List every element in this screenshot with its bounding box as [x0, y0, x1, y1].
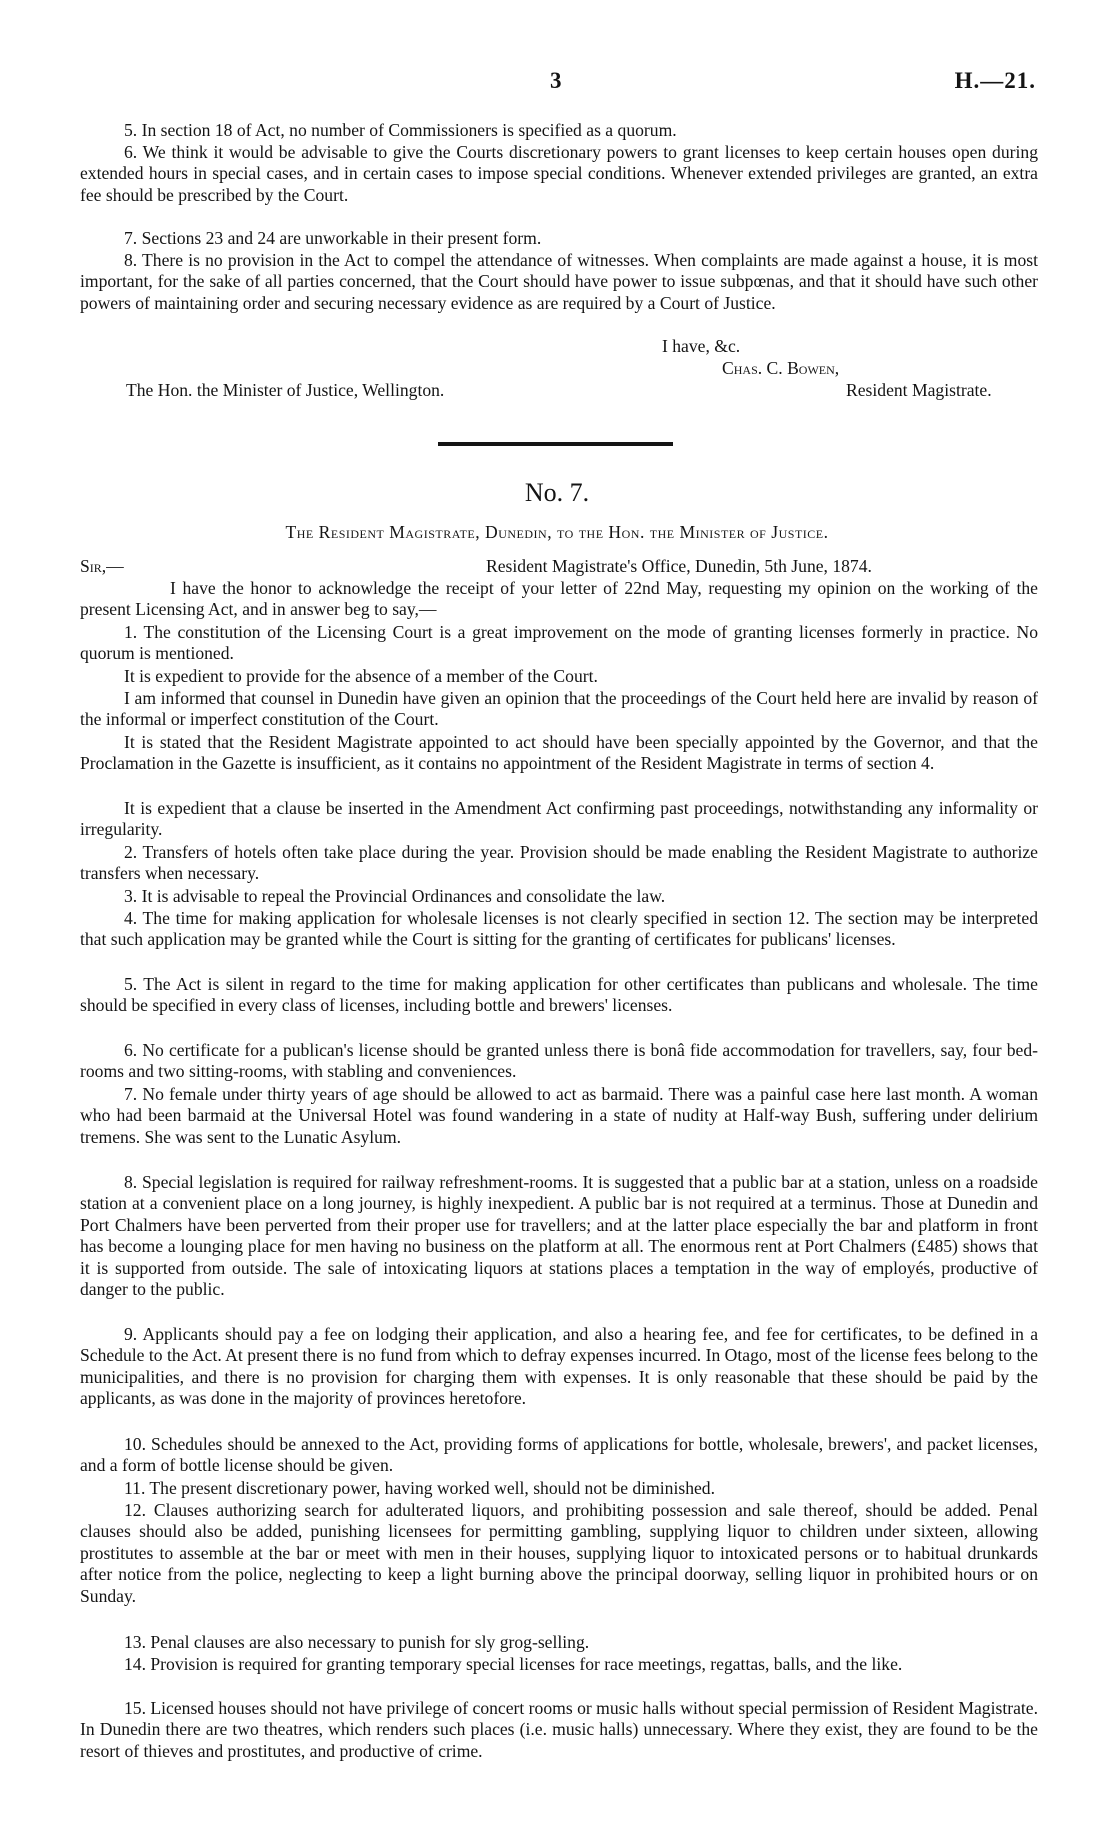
point-15: 15. Licensed houses should not have privilege of concert rooms or music halls without special permission of Resident Magistrate. In Dunedin there are two theatres, which renders such places (i.e. music halls) unnecessary. Where they exist, they are found to be the resort of thieves and prostitutes, and productive of crime.	[80, 1698, 1038, 1761]
point-1-a: It is expedient to provide for the absence of a member of the Court.	[124, 666, 598, 686]
point-2: 2. Transfers of hotels often take place during the year. Provision should be made enabling the Resident Magistrate to authorize transfers when necessary.	[80, 842, 1038, 884]
page-number: 3	[550, 68, 562, 93]
point-3: 3. It is advisable to repeal the Provincial Ordinances and consolidate the law.	[124, 886, 666, 906]
point-14: 14. Provision is required for granting temporary special licenses for race meetings, regattas, balls, and the like.	[124, 1654, 903, 1674]
sender-address: Resident Magistrate's Office, Dunedin, 5th June, 1874.	[486, 556, 872, 576]
letter-heading: The Resident Magistrate, Dunedin, to the Hon. the Minister of Justice.	[285, 522, 829, 542]
point-13: 13. Penal clauses are also necessary to punish for sly grog-selling.	[124, 1632, 590, 1652]
closing-i-have: I have, &c.	[662, 336, 741, 356]
paragraph-8: 8. There is no provision in the Act to compel the attendance of witnesses. When complaints are made against a house, it is most important, for the sake of all parties concerned, that the Court should have power to issue subpœnas, and that it should have such other powers of maintaining order and securing necessary evidence as are required by a Court of Justice.	[80, 250, 1038, 313]
point-10: 10. Schedules should be annexed to the Act, providing forms of applications for bottle, wholesale, brewers', and packet licenses, and a form of bottle license should be given.	[80, 1434, 1038, 1476]
point-1-b: I am informed that counsel in Dunedin have given an opinion that the proceedings of the Court held here are invalid by reason of the informal or imperfect constitution of the Court.	[80, 688, 1038, 730]
point-12: 12. Clauses authorizing search for adulterated liquors, and prohibiting possession and sale thereof, should be added. Penal clauses should also be added, punishing licensees for permitting gambling, supplying liquor to children under sixteen, allowing prostitutes to assemble at the bar or meet with men in their houses, supplying liquor to intoxicated persons or to habitual drunkards after notice from the police, neglecting to keep a light burning above the principal doorway, selling liquor in prohibited hours or on Sunday.	[80, 1500, 1038, 1606]
point-6: 6. No certificate for a publican's license should be granted unless there is bonâ fide accommodation for travellers, say, four bed-rooms and two sitting-rooms, with stabling and conveniences.	[80, 1040, 1038, 1082]
point-1-c: It is stated that the Resident Magistrate appointed to act should have been specially appointed by the Governor, and that the Proclamation in the Gazette is insufficient, as it contains no appointment of the Resident Magistrate in terms of section 4.	[80, 732, 1038, 774]
addressee: The Hon. the Minister of Justice, Wellington.	[126, 380, 445, 400]
point-8: 8. Special legislation is required for railway refreshment-rooms. It is suggested that a public bar at a station, unless on a roadside station at a convenient place on a long journey, is highly inexpedient. A public bar is not required at a terminus. Those at Dunedin and Port Chalmers have been perverted from their proper use for travellers; and at the latter place especially the bar and platform in front has become a lounging place for men having no business on the platform at all. The enormous rent at Port Chalmers (£485) shows that it is supported from outside. The sale of intoxicating liquors at stations places a temptation in the way of employés, productive of danger to the public.	[80, 1172, 1038, 1300]
opening-paragraph: I have the honor to acknowledge the receipt of your letter of 22nd May, requesting my opinion on the working of the present Licensing Act, and in answer beg to say,—	[80, 578, 1038, 620]
point-9: 9. Applicants should pay a fee on lodging their application, and also a hearing fee, and fee for certificates, to be defined in a Schedule to the Act. At present there is no fund from which to defray expenses incurred. In Otago, most of the license fees belong to the municipalities, and there is no provision for charging them with expenses. It is only reasonable that these should be paid by the applicants, as was done in the majority of provinces heretofore.	[80, 1324, 1038, 1409]
point-5: 5. The Act is silent in regard to the time for making application for other certificates than publicans and wholesale. The time should be specified in every class of licenses, including bottle and brewers' licenses.	[80, 974, 1038, 1016]
signatory-name: Chas. C. Bowen,	[722, 358, 840, 378]
page-header	[0, 68, 1114, 98]
section-divider	[438, 442, 673, 446]
salutation: Sir,—	[80, 556, 124, 576]
paragraph-5: 5. In section 18 of Act, no number of Commissioners is specified as a quorum.	[124, 120, 677, 140]
point-11: 11. The present discretionary power, having worked well, should not be diminished.	[124, 1478, 716, 1498]
signatory-title: Resident Magistrate.	[846, 380, 992, 400]
point-1-d: It is expedient that a clause be inserted in the Amendment Act confirming past proceedings, notwithstanding any informality or irregularity.	[80, 798, 1038, 840]
series-reference: H.—21.	[954, 68, 1036, 93]
paragraph-6: 6. We think it would be advisable to give the Courts discretionary powers to grant licenses to keep certain houses open during extended hours in special cases, and in certain cases to impose special conditions. Whenever extended privileges are granted, an extra fee should be prescribed by the Court.	[80, 142, 1038, 205]
point-7: 7. No female under thirty years of age should be allowed to act as barmaid. There was a painful case here last month. A woman who had been barmaid at the Universal Hotel was found wandering in a state of nudity at Half-way Bush, suffering under delirium tremens. She was sent to the Lunatic Asylum.	[80, 1084, 1038, 1147]
letter-number: No. 7.	[524, 478, 590, 507]
point-1: 1. The constitution of the Licensing Court is a great improvement on the mode of granting licenses formerly in practice. No quorum is mentioned.	[80, 622, 1038, 664]
point-4: 4. The time for making application for wholesale licenses is not clearly specified in section 12. The section may be interpreted that such application may be granted while the Court is sitting for the granting of certificates for publicans' licenses.	[80, 908, 1038, 950]
paragraph-7: 7. Sections 23 and 24 are unworkable in their present form.	[124, 228, 542, 248]
